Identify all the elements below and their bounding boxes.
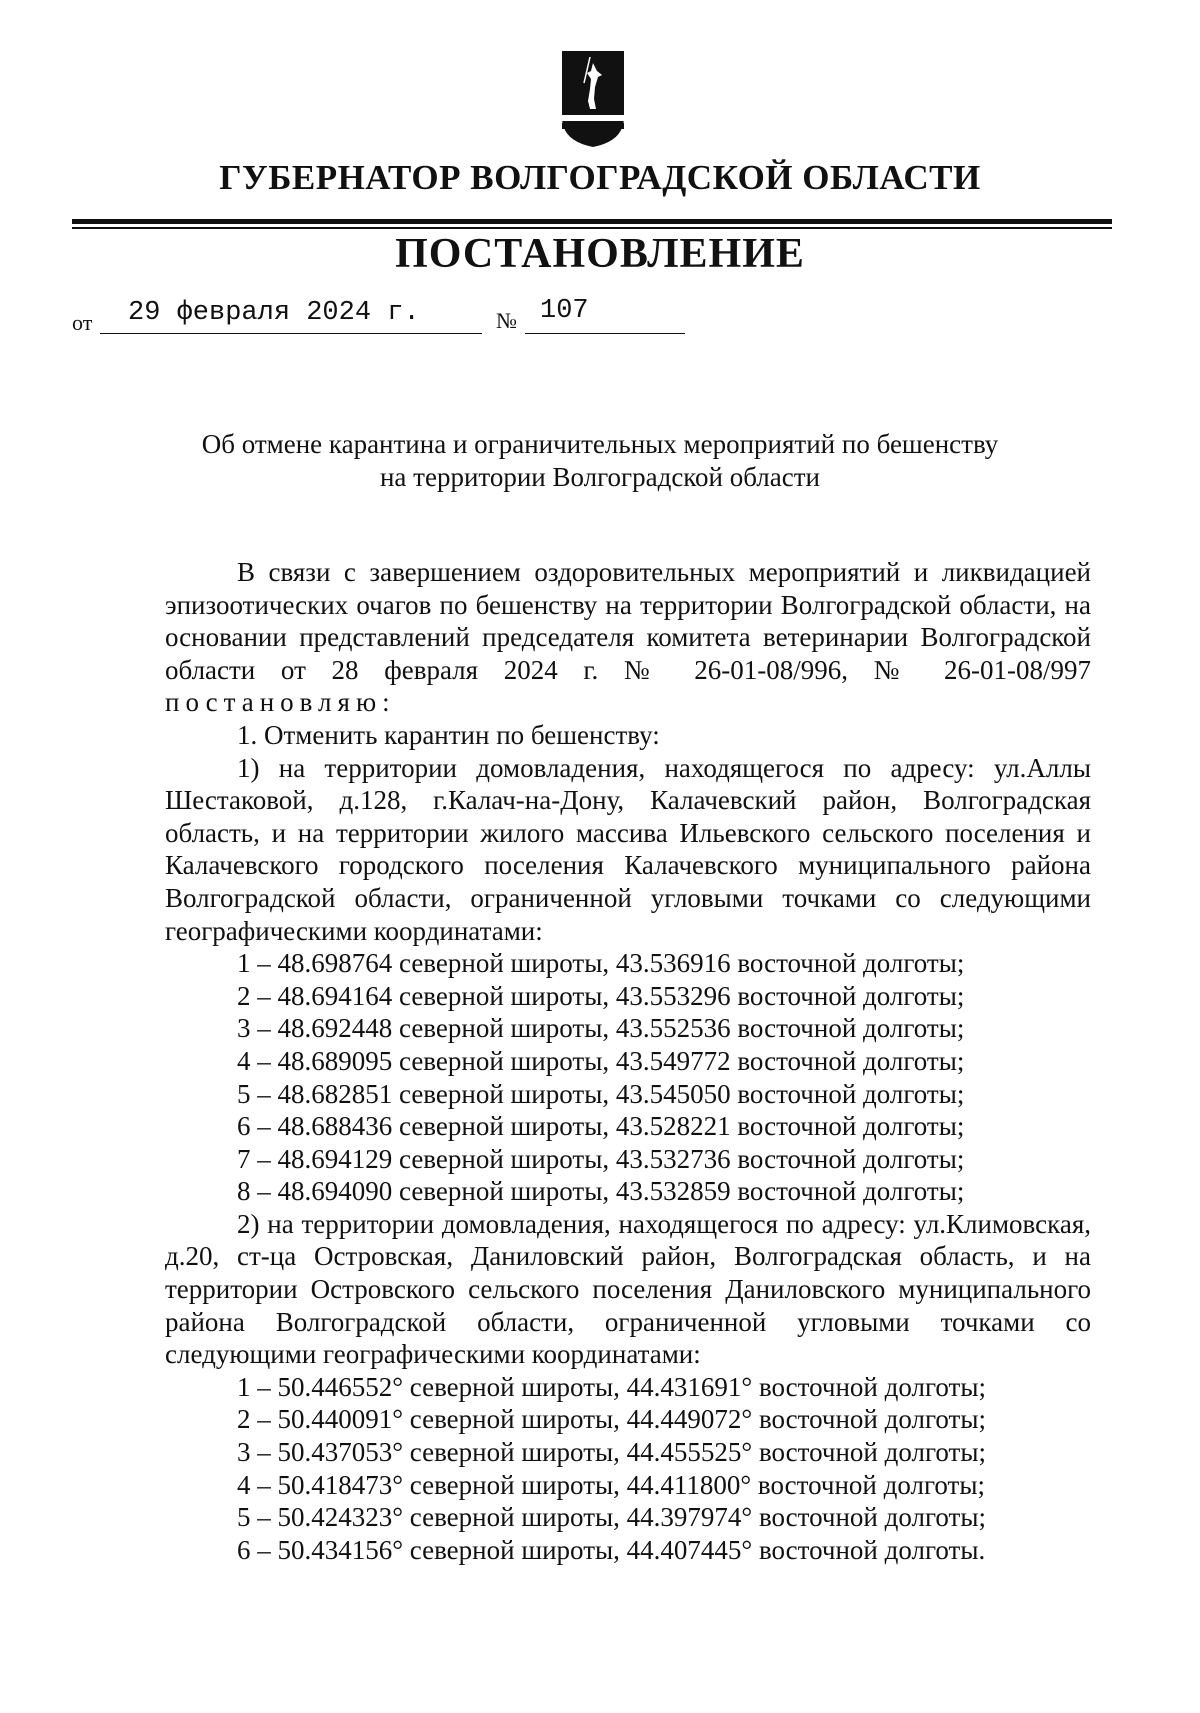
coordinate-line: 3 – 48.692448 северной широты, 43.552536 восточной долготы; (237, 1013, 965, 1044)
item-1: 1. Отменить карантин по бешенству: (237, 719, 660, 750)
coordinates-list-2 (165, 1371, 1091, 1567)
title-line-2: на территории Волгоградской области (379, 462, 820, 492)
subitem-2: 2) на территории домовладения, находящегося по адресу: ул.Климовская, д.20, ст-ца Островская, Даниловский район, Волгоградская область, и на территории Островского сельского поселения Даниловского муниципального района Волгоградской области, ограниченной угловыми точками со следующими географическими координатами: (165, 1208, 1091, 1370)
document-type-heading: ПОСТАНОВЛЕНИЕ (395, 231, 805, 277)
coordinate-line: 1 – 50.446552° северной широты, 44.431691° восточной долготы; (237, 1371, 986, 1402)
authority-heading: ГУБЕРНАТОР ВОЛГОГРАДСКОЙ ОБЛАСТИ (219, 158, 981, 197)
coordinate-line: 1 – 48.698764 северной широты, 43.536916 восточной долготы; (237, 948, 965, 979)
preamble-text: В связи с завершением оздоровительных мероприятий и ликвидацией эпизоотических очагов по бешенству на территории Волгоградской области, на основании представлений председателя комитета ветеринарии Волгоградской области от 28 февраля 2024 г. № 26-01-08/996, № 26-01-08/997 (165, 557, 1091, 685)
date-underline (100, 333, 482, 334)
coordinate-line: 5 – 48.682851 северной широты, 43.545050 восточной долготы; (237, 1078, 965, 1109)
coordinate-line: 2 – 48.694164 северной широты, 43.553296 восточной долготы; (237, 980, 965, 1011)
coordinates-list-1 (165, 947, 1091, 1208)
coordinate-line: 6 – 48.688436 северной широты, 43.528221 восточной долготы; (237, 1111, 965, 1142)
document-title (130, 428, 1070, 494)
document-date: 29 февраля 2024 г. (128, 298, 420, 328)
number-label: № (496, 308, 517, 333)
coordinate-line: 5 – 50.424323° северной широты, 44.397974° восточной долготы; (237, 1502, 986, 1533)
subitem-1: 1) на территории домовладения, находящегося по адресу: ул.Аллы Шестаковой, д.128, г.Калач-на-Дону, Калачевский район, Волгоградская область, и на территории жилого массива Ильевского сельского поселения и Калачевского городского поселения Калачевского муниципального района Волгоградской области, ограниченной угловыми точками со следующими географическими координатами: (165, 752, 1091, 946)
coordinate-line: 7 – 48.694129 северной широты, 43.532736 восточной долготы; (237, 1143, 965, 1174)
coordinate-line: 2 – 50.440091° северной широты, 44.449072° восточной долготы; (237, 1404, 986, 1435)
preamble-paragraph (165, 556, 1091, 719)
number-underline (525, 333, 685, 334)
header-divider-thick (72, 219, 1112, 224)
volgograd-coat-of-arms-icon (560, 49, 626, 149)
title-line-1: Об отмене карантина и ограничительных мероприятий по бешенству (201, 429, 999, 459)
document-body (165, 556, 1091, 1566)
date-label: от (72, 310, 93, 335)
coordinate-line: 3 – 50.437053° северной широты, 44.455525° восточной долготы; (237, 1437, 986, 1468)
preamble-action: постановляю: (165, 687, 396, 718)
coordinate-line: 8 – 48.694090 северной широты, 43.532859 восточной долготы; (237, 1176, 965, 1207)
coordinate-line: 6 – 50.434156° северной широты, 44.407445° восточной долготы. (237, 1534, 986, 1565)
coordinate-line: 4 – 48.689095 северной широты, 43.549772 восточной долготы; (237, 1045, 965, 1076)
document-number: 107 (540, 296, 589, 326)
header-divider-thin (72, 227, 1112, 229)
coordinate-line: 4 – 50.418473° северной широты, 44.411800° восточной долготы; (237, 1469, 985, 1500)
